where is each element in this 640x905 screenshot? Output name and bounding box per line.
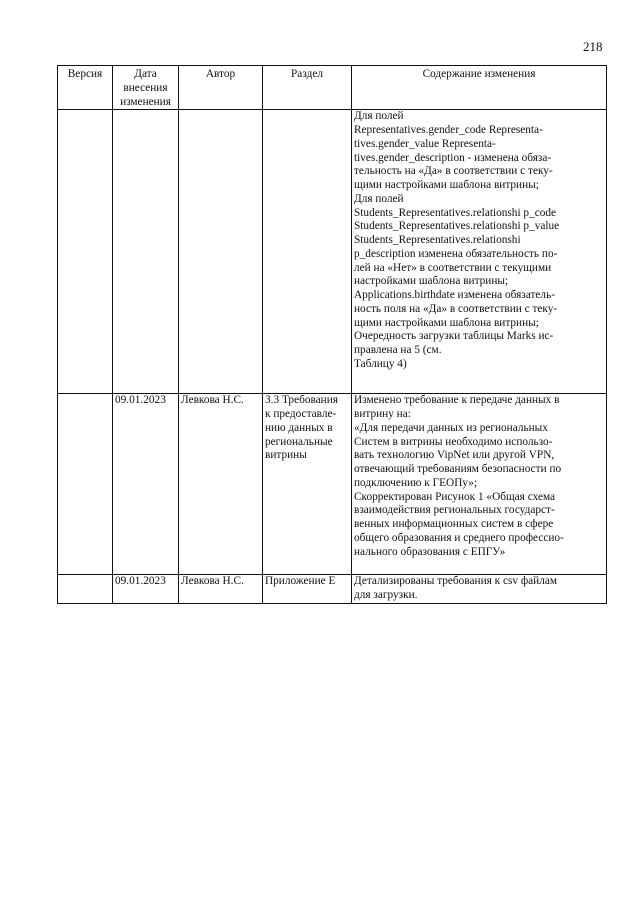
cell-date: 09.01.2023 [113,575,179,604]
cell-author: Левкова Н.С. [179,575,263,604]
cell-version [58,110,113,394]
content-line: tives.gender_description - изменена обяза- [354,151,552,164]
section-line: региональные [265,435,333,448]
cell-version [58,575,113,604]
cell-content [352,394,607,575]
content-line: p_description изменена обязательность по- [354,247,558,260]
header-version-line: Версия [67,68,103,80]
cell-section [263,394,352,575]
header-date [113,66,179,110]
cell-section [263,110,352,394]
cell-content [352,110,607,394]
content-line: Таблицу 4) [354,357,407,370]
content-line: Applications.birthdate изменена обязатель- [354,289,555,301]
content-line: взаимодействия региональных государст- [354,504,555,517]
content-line: Скорректирован Рисунок 1 «Общая схема [354,490,556,503]
header-date-line: Дата [134,68,157,80]
content-line: настройками шаблона витрины; [354,275,509,288]
table-row [58,575,607,604]
cell-version [58,394,113,575]
header-section [263,66,352,110]
content-line: Students_Representatives.relationshi p_code [354,206,557,219]
section-line: витрины [265,449,307,462]
cell-author: Левкова Н.С. [179,394,263,575]
content-line: для загрузки. [354,589,418,601]
content-line: Representatives.gender_code Representa- [354,124,543,136]
content-line: Очередность загрузки таблицы Marks ис- [354,330,554,343]
content-line: tives.gender_value Representa- [354,137,496,150]
header-section-line: Раздел [291,68,323,80]
content-line: Students_Representatives.relationshi [354,234,521,246]
content-line: Students_Representatives.relationshi p_value [354,220,560,233]
content-line: лей на «Нет» в соответствии с текущими [354,261,552,274]
content-line: вать технологию VipNet или другой VPN, [354,449,555,462]
section-line: нию данных в [265,421,333,434]
header-date-line: изменения [120,95,171,108]
header-author [179,66,263,110]
page-number: 218 [583,39,603,54]
section-line: к предоставле- [265,408,337,420]
header-content-line: Содержание изменения [422,68,536,80]
content-line: общего образования и среднего профессио- [354,531,564,544]
cell-author [179,110,263,394]
content-line: нального образования с ЕПГУ» [354,545,506,558]
content-line: Систем в витрины необходимо использо- [354,435,553,448]
cell-section [263,575,352,604]
content-line: ность поля на «Да» в соответствии с теку- [354,302,558,315]
content-line: венных информационных систем в сфере [354,518,554,530]
header-date-line: внесения [123,81,168,94]
table-row [58,394,607,575]
section-line: 3.3 Требования [265,394,338,407]
cell-date: 09.01.2023 [113,394,179,575]
content-line: витрину на: [354,408,411,420]
content-line: щими настройками шаблона витрины; [354,316,539,329]
table-header-row [58,66,607,110]
header-author-line: Автор [205,68,236,80]
header-content [352,66,607,110]
content-line: «Для передачи данных из региональных [354,421,548,434]
content-line: щими настройками шаблона витрины; [354,179,539,191]
content-line: отвечающий требованиям безопасности по [354,463,562,475]
table-row [58,110,607,394]
content-line: Изменено требование к передаче данных в [354,394,560,407]
cell-content [352,575,607,604]
content-line: Для полей [354,192,404,205]
content-line: Для полей [354,110,404,123]
header-version [58,66,113,110]
content-line: тельность на «Да» в соответствии с теку- [354,165,553,178]
change-log-table [57,65,607,604]
cell-date [113,110,179,394]
content-line: Детализированы требования к csv файлам [354,575,558,588]
section-line: Приложение Е [265,575,336,588]
content-line: подключению к ГЕОПу»; [354,476,478,489]
content-line: правлена на 5 (см. [354,344,442,356]
